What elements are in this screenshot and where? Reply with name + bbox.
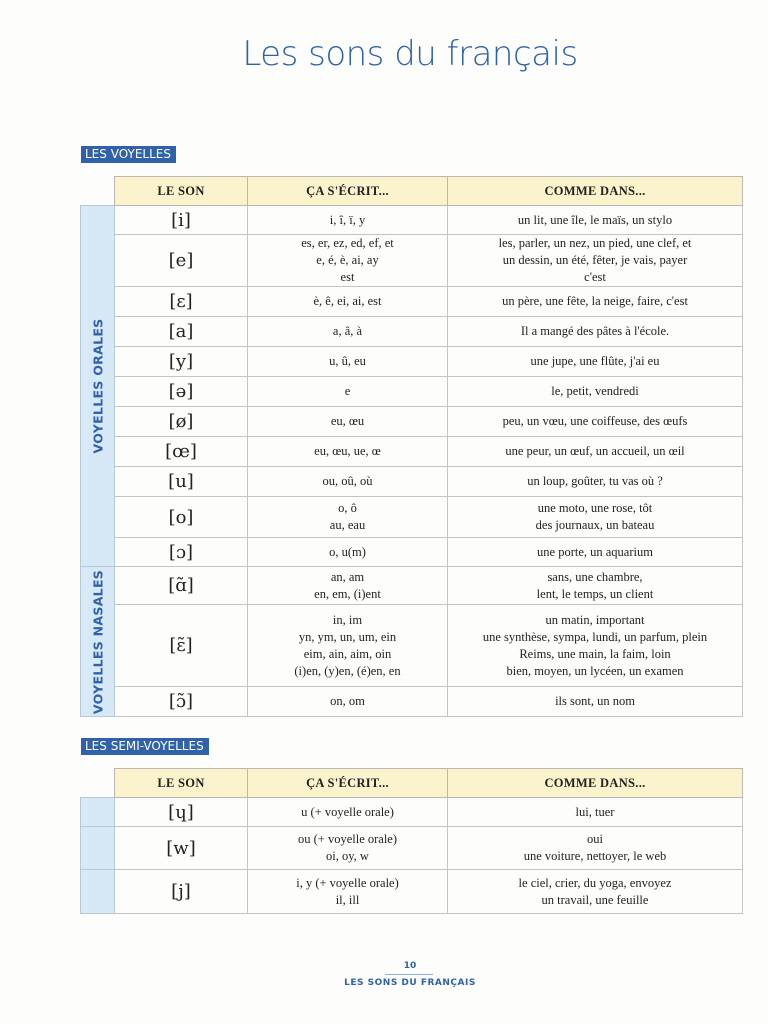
example-line: le, petit, vendredi <box>551 384 639 398</box>
spelling-line: (i)en, (y)en, (é)en, en <box>294 663 401 678</box>
spellings-cell <box>248 605 448 687</box>
example-line: une porte, un aquarium <box>537 544 653 559</box>
table-row <box>81 437 743 467</box>
header-ecrit: ÇA S'ÉCRIT... <box>248 769 448 798</box>
example-line: un lit, une île, le maïs, un stylo <box>517 212 673 227</box>
sound-symbol: [ɑ̃] <box>115 567 248 605</box>
sound-symbol: [ø] <box>115 407 248 437</box>
examples-cell <box>448 497 743 538</box>
examples-cell <box>448 407 743 437</box>
spelling-line: on, om <box>330 694 365 708</box>
table-row <box>81 605 743 687</box>
example-line: peu, un vœu, une coiffeuse, des œufs <box>502 414 688 428</box>
table-row <box>81 687 743 717</box>
spelling-line: est <box>340 270 355 284</box>
header-dans: COMME DANS... <box>448 769 743 798</box>
sound-symbol: [ə] <box>115 377 248 407</box>
table-row <box>81 538 743 567</box>
group-side-cell <box>81 870 115 914</box>
example-line: le ciel, crier, du yoga, envoyez <box>518 875 672 890</box>
spellings-cell <box>248 467 448 497</box>
examples-cell <box>448 287 743 317</box>
examples-cell <box>448 206 743 235</box>
examples-cell <box>448 467 743 497</box>
table-row <box>81 827 743 870</box>
spellings-cell <box>248 287 448 317</box>
header-son: LE SON <box>115 177 248 206</box>
sound-symbol: [o] <box>115 497 248 538</box>
table-row <box>81 407 743 437</box>
table-row <box>81 206 743 235</box>
sound-symbol: [u] <box>115 467 248 497</box>
example-line: bien, moyen, un lycéen, un examen <box>506 663 684 678</box>
sound-symbol: [a] <box>115 317 248 347</box>
table-row <box>81 567 743 605</box>
vowels-table <box>80 176 743 717</box>
examples-cell <box>448 870 743 914</box>
spellings-cell <box>248 347 448 377</box>
example-line: une jupe, une flûte, j'ai eu <box>530 354 660 368</box>
table-header-row <box>81 769 743 798</box>
examples-cell <box>448 317 743 347</box>
spellings-cell <box>248 687 448 717</box>
header-son: LE SON <box>115 769 248 798</box>
table-header-row <box>81 177 743 206</box>
spelling-line: a, â, à <box>332 324 363 338</box>
example-line: un travail, une feuille <box>541 892 649 907</box>
table-row <box>81 287 743 317</box>
sound-symbol: [j] <box>115 870 248 914</box>
spellings-cell <box>248 870 448 914</box>
footer-title: LES SONS DU FRANÇAIS <box>344 978 476 988</box>
sound-symbol: [ɔ] <box>115 538 248 567</box>
table-row <box>81 377 743 407</box>
spelling-line: e, é, è, ai, ay <box>316 253 379 267</box>
example-line: un dessin, un été, fêter, je vais, payer <box>502 253 688 267</box>
examples-cell <box>448 798 743 827</box>
header-blank <box>81 177 115 206</box>
example-line: Il a mangé des pâtes à l'école. <box>520 324 670 338</box>
spelling-line: i, y (+ voyelle orale) <box>296 875 399 890</box>
spelling-line: eu, œu, ue, œ <box>314 444 381 458</box>
spelling-line: o, ô <box>338 501 357 515</box>
spelling-line: en, em, (i)ent <box>314 586 381 601</box>
example-line: sans, une chambre, <box>547 569 643 584</box>
spelling-line: yn, ym, un, um, ein <box>298 629 397 644</box>
examples-cell <box>448 235 743 287</box>
header-dans: COMME DANS... <box>448 177 743 206</box>
sound-symbol: [ɛ] <box>115 287 248 317</box>
spelling-line: oi, oy, w <box>326 849 369 863</box>
spellings-cell <box>248 206 448 235</box>
spelling-line: u (+ voyelle orale) <box>301 804 394 819</box>
spellings-cell <box>248 798 448 827</box>
semi-vowels-table <box>80 768 743 914</box>
example-line: lui, tuer <box>575 804 615 819</box>
section-label-semi-vowels: LES SEMI-VOYELLES <box>81 738 209 755</box>
header-blank <box>81 769 115 798</box>
table-row <box>81 467 743 497</box>
example-line: des journaux, un bateau <box>535 518 655 532</box>
example-line: un père, une fête, la neige, faire, c'est <box>502 294 688 308</box>
spellings-cell <box>248 827 448 870</box>
spelling-line: è, ê, ei, ai, est <box>313 294 382 308</box>
spelling-line: i, î, ï, y <box>329 212 366 227</box>
spellings-cell <box>248 567 448 605</box>
examples-cell <box>448 437 743 467</box>
examples-cell <box>448 377 743 407</box>
example-line: une synthèse, sympa, lundi, un parfum, plein <box>482 629 708 644</box>
table-row <box>81 317 743 347</box>
example-line: Reims, une main, la faim, loin <box>519 646 671 661</box>
examples-cell <box>448 687 743 717</box>
table-row <box>81 235 743 287</box>
spelling-line: il, ill <box>335 892 360 907</box>
spelling-line: ou, oû, où <box>322 474 373 488</box>
sound-symbol: [ɔ̃] <box>115 687 248 717</box>
example-line: les, parler, un nez, un pied, une clef, et <box>498 236 692 250</box>
example-line: une peur, un œuf, un accueil, un œil <box>505 444 685 458</box>
examples-cell <box>448 347 743 377</box>
sound-symbol: [œ] <box>115 437 248 467</box>
sound-symbol: [y] <box>115 347 248 377</box>
footer-divider <box>385 974 433 975</box>
example-line: un loup, goûter, tu vas où ? <box>527 474 663 488</box>
spelling-line: es, er, ez, ed, ef, et <box>301 236 394 250</box>
spellings-cell <box>248 437 448 467</box>
page-number: 10 <box>403 961 417 971</box>
spelling-line: au, eau <box>329 518 366 532</box>
examples-cell <box>448 567 743 605</box>
spelling-line: in, im <box>332 612 363 627</box>
group-label-voyelles-orales: VOYELLES ORALES <box>90 318 105 454</box>
example-line: un matin, important <box>545 612 645 627</box>
sound-symbol: [e] <box>115 235 248 287</box>
page-title: Les sons du français <box>242 34 578 74</box>
spellings-cell <box>248 497 448 538</box>
group-label-voyelles-nasales: VOYELLES NASALES <box>90 569 105 714</box>
example-line: c'est <box>584 270 606 284</box>
group-side-cell <box>81 798 115 827</box>
group-side-cell <box>81 827 115 870</box>
spelling-line: eim, ain, aim, oin <box>303 646 392 661</box>
example-line: une moto, une rose, tôt <box>537 501 653 515</box>
example-line: ils sont, un nom <box>555 694 635 708</box>
table-row <box>81 497 743 538</box>
spellings-cell <box>248 407 448 437</box>
example-line: lent, le temps, un client <box>536 586 654 601</box>
spelling-line: eu, œu <box>330 414 365 428</box>
examples-cell <box>448 827 743 870</box>
header-ecrit: ÇA S'ÉCRIT... <box>248 177 448 206</box>
sound-symbol: [w] <box>115 827 248 870</box>
spellings-cell <box>248 538 448 567</box>
sound-symbol: [i] <box>115 206 248 235</box>
spellings-cell <box>248 317 448 347</box>
sound-symbol: [ɥ] <box>115 798 248 827</box>
examples-cell <box>448 538 743 567</box>
examples-cell <box>448 605 743 687</box>
spellings-cell <box>248 235 448 287</box>
spelling-line: ou (+ voyelle orale) <box>297 832 398 846</box>
table-row <box>81 798 743 827</box>
spellings-cell <box>248 377 448 407</box>
table-row <box>81 347 743 377</box>
group-side-cell <box>81 206 115 567</box>
group-side-cell <box>81 567 115 717</box>
spelling-line: o, u(m) <box>329 544 366 559</box>
table-row <box>81 870 743 914</box>
example-line: oui <box>587 832 603 846</box>
spelling-line: an, am <box>330 569 365 584</box>
example-line: une voiture, nettoyer, le web <box>523 849 667 863</box>
sound-symbol: [ɛ̃] <box>115 605 248 687</box>
section-label-vowels: LES VOYELLES <box>81 146 176 163</box>
spelling-line: u, û, eu <box>329 354 366 368</box>
spelling-line: e <box>344 384 351 398</box>
